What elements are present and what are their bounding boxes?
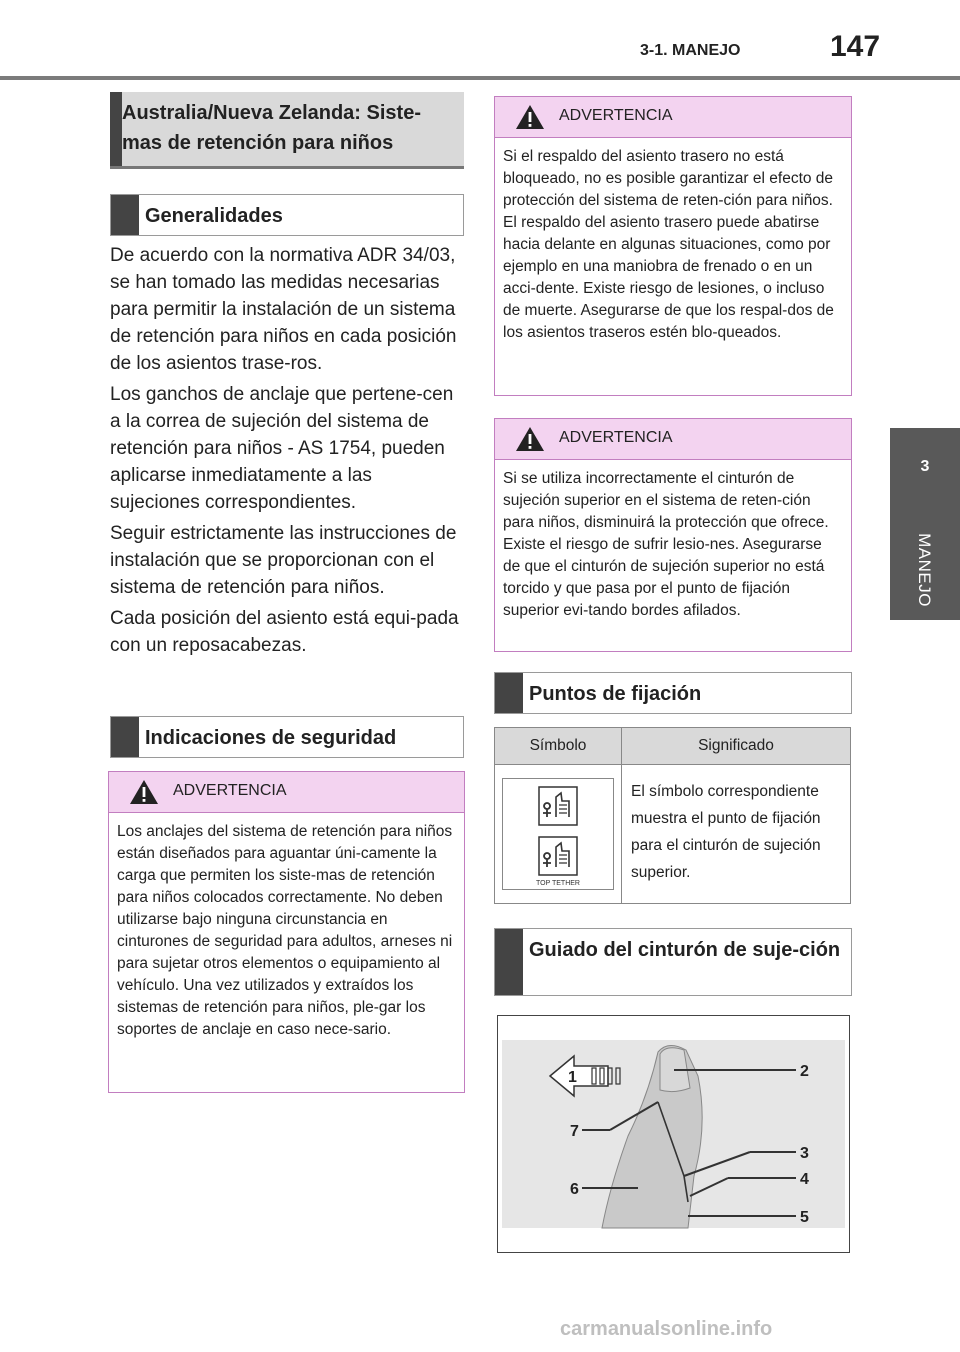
main-heading — [110, 92, 464, 169]
heading-bar — [495, 929, 523, 995]
warning-text: Si el respaldo del asiento trasero no está bloqueado, no es posible garantizar el efecto de protección del sistema de reten-ción para niños. El respaldo del asiento trasero puede abatirse hacia delante en algunas situaciones, como por ejemplo en una maniobra de frenado o en un acci-dente. Existe riesgo de lesiones, o incluso de muerte. Asegurarse de que los respal-dos de los asientos traseros estén blo-queados. — [503, 148, 834, 341]
heading-bar — [111, 195, 139, 235]
warning-header — [495, 419, 851, 460]
warning-label: ADVERTENCIA — [173, 782, 287, 799]
top-tether-symbol-icon — [503, 779, 613, 889]
tether-warning-box — [494, 418, 852, 652]
seat-illustration — [498, 1016, 849, 1252]
warning-header — [495, 97, 851, 138]
symbol-cell — [495, 765, 622, 904]
heading-bar — [111, 717, 139, 757]
page-number: 147 — [830, 30, 881, 63]
indicaciones-heading-text: Indicaciones de seguridad — [145, 727, 397, 749]
callout-label: 4 — [800, 1171, 809, 1188]
main-heading-text: Australia/Nueva Zelanda: Siste-mas de retención para niños — [122, 102, 421, 154]
safety-warning-box — [108, 771, 465, 1093]
callout-label: 6 — [570, 1181, 579, 1198]
chapter-tab — [890, 428, 960, 510]
heading-bar — [110, 92, 122, 166]
watermark: carmanualsonline.info — [560, 1318, 773, 1340]
symbol-frame — [502, 778, 614, 890]
column-header: Significado — [622, 728, 851, 765]
section-title: 3-1. MANEJO — [640, 42, 741, 59]
meaning-cell — [622, 765, 851, 904]
paragraph: Seguir estrictamente las instrucciones de instalación que se proporcionan con el sistema de retención para niños. — [110, 523, 457, 598]
heading-bar — [495, 673, 523, 713]
chapter-label: MANEJO — [915, 533, 934, 607]
generalidades-body — [110, 242, 460, 659]
warning-text: Los anclajes del sistema de retención para niños están diseñados para aguantar úni-camente la carga que permiten los siste-mas de retención para niños colocados correctamente. No deben utilizarse bajo ninguna circunstancia en cinturones de seguridad para adultos, arneses ni para sujetar otros elementos o equipamiento al vehículo. Una vez utilizados y extraídos los sistemas de retención para niños, ple-gar los soportes de anclaje en caso nece-sario. — [117, 823, 453, 1038]
warning-label: ADVERTENCIA — [559, 107, 673, 124]
backrest-warning-box — [494, 96, 852, 396]
warning-text: Si se utiliza incorrectamente el cinturón de sujeción superior en el sistema de reten-ción para niños, disminuirá la protección que ofrece. Existe el riesgo de sufrir lesio-nes. Asegurarse de que el cinturón de sujeción superior no está torcido y que pasa por el punto de fijación superior evi-tando bordes afilados. — [503, 470, 829, 619]
paragraph: Los ganchos de anclaje que pertene-cen a la correa de sujeción del sistema de retención para niños - AS 1754, pueden aplicarse inmediatamente a las sujeciones correspondientes. — [110, 384, 454, 513]
symbol-caption: TOP TETHER — [536, 880, 580, 887]
puntos-heading-text: Puntos de fijación — [529, 683, 702, 705]
callout-label: 3 — [800, 1145, 809, 1162]
generalidades-heading-text: Generalidades — [145, 205, 283, 227]
callout-label: 7 — [570, 1123, 579, 1140]
paragraph: De acuerdo con la normativa ADR 34/03, se han tomado las medidas necesarias para permitir la instalación de un sistema de retención para niños en cada posición de los asientos trase-ros. — [110, 245, 457, 374]
warning-icon — [515, 426, 545, 452]
belt-routing-figure — [497, 1015, 850, 1253]
guiado-heading — [494, 928, 852, 996]
generalidades-heading — [110, 194, 464, 236]
callout-label: 2 — [800, 1063, 809, 1080]
header-rule — [0, 76, 960, 80]
table-header-row — [495, 728, 851, 765]
callout-label: 1 — [568, 1069, 577, 1086]
column-header: Símbolo — [495, 728, 622, 765]
symbol-table — [494, 727, 851, 904]
warning-label: ADVERTENCIA — [559, 429, 673, 446]
puntos-heading — [494, 672, 852, 714]
warning-header — [109, 772, 464, 813]
table-row — [495, 765, 851, 904]
chapter-number: 3 — [920, 458, 930, 475]
warning-icon — [515, 104, 545, 130]
meaning-text: El símbolo correspondiente muestra el punto de fijación para el cinturón de sujeción superior. — [631, 783, 821, 881]
guiado-heading-text: Guiado del cinturón de suje-ción — [529, 939, 841, 961]
warning-icon — [129, 779, 159, 805]
paragraph: Cada posición del asiento está equi-pada con un reposacabezas. — [110, 608, 459, 656]
callout-label: 5 — [800, 1209, 809, 1226]
indicaciones-heading — [110, 716, 464, 758]
